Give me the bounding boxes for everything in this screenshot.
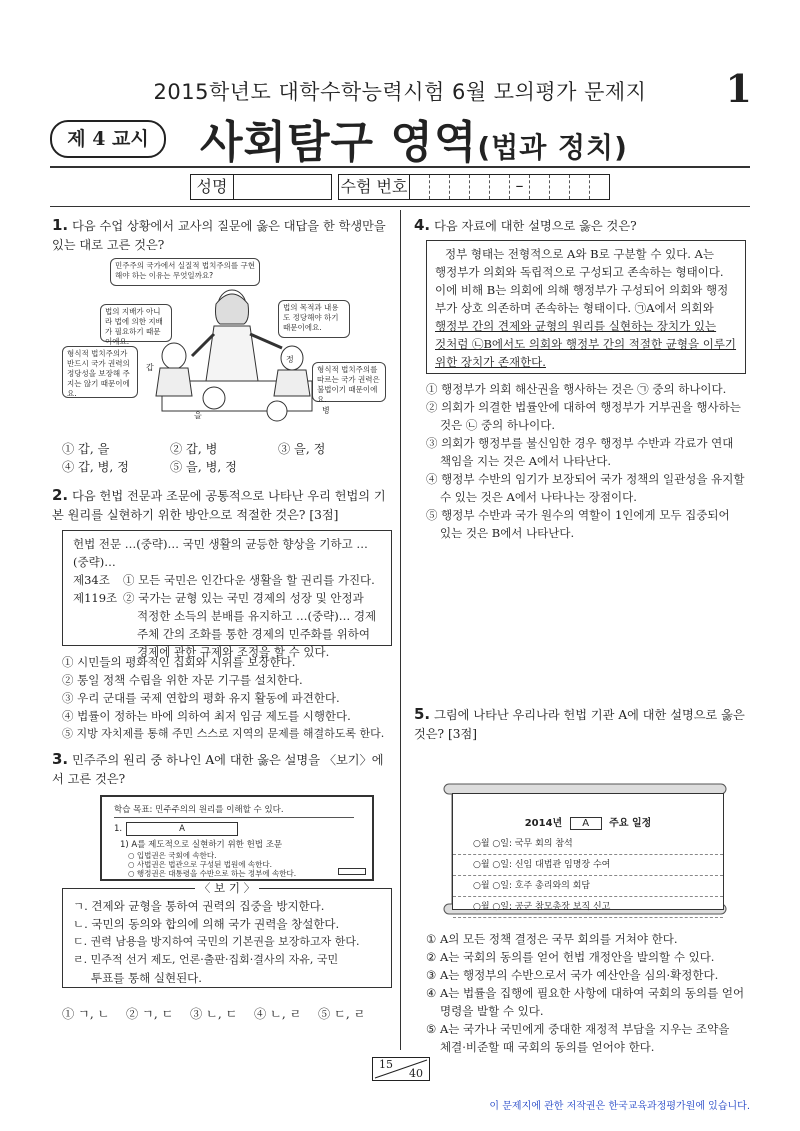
name-field[interactable]	[190, 174, 332, 200]
name-label: 성명	[191, 175, 234, 199]
q4-box-l7: 위한 장치가 존재한다.	[435, 355, 546, 369]
page-fraction	[372, 1057, 430, 1081]
bogi-5: 투표를 통해 실현된다.	[91, 971, 202, 985]
q5-option-1[interactable]: ① A의 모든 정책 결정은 국무 회의를 거쳐야 한다.	[426, 932, 678, 946]
art34-label: 제34조	[73, 573, 110, 587]
q4-box	[426, 240, 746, 374]
column-divider	[400, 210, 401, 1050]
subject-sub: (법과 정치)	[477, 131, 628, 164]
q5-option-4[interactable]: ④ A는 법률을 집행에 필요한 사항에 대하여 국회의 동의를 얻어	[426, 986, 745, 1000]
exam-number-field[interactable]	[338, 174, 610, 200]
q5-option-2[interactable]: ② A는 국회의 동의를 얻어 헌법 개정안을 발의할 수 있다.	[426, 950, 715, 964]
byeong-bubble: 법의 목적과 내용도 정당해야 하기 때문이에요.	[278, 300, 350, 338]
q2-art119	[73, 589, 381, 607]
exam-digit[interactable]	[550, 175, 570, 199]
q4-stem	[414, 216, 750, 236]
sched-header	[453, 814, 723, 830]
q4-box-l6: 것처럼 ㉡B에서도 의회와 행정부 간의 적절한 균형을 이루기	[435, 337, 737, 351]
q5-schedule	[452, 793, 724, 910]
bogi-title-wrap	[63, 879, 391, 897]
q2-options	[62, 653, 392, 743]
q1-text: 다음 수업 상황에서 교사의 질문에 옳은 대답을 한 학생만을 있는 대로 고른 것은?	[52, 219, 386, 252]
q4-option-2[interactable]: ② 의회가 의결한 법률안에 대하여 행정부가 거부권을 행사하는	[426, 400, 741, 414]
q3-text: 민주주의 원리 중 하나인 A에 대한 옳은 설명을 〈보기〉에서 고른 것은?	[52, 753, 384, 786]
board-b2: ○ 사법권은 법관으로 구성된 법원에 속한다.	[128, 860, 273, 869]
q4-option-5b: 있는 것은 B에서 나타난다.	[440, 526, 575, 540]
exam-digit[interactable]	[530, 175, 550, 199]
label-gap: 갑	[146, 363, 154, 372]
sched-year: 2014년	[524, 818, 563, 829]
q3-options	[62, 1005, 365, 1024]
q2-box	[62, 530, 392, 659]
q3-option-3[interactable]: ③ ㄴ, ㄷ	[190, 1007, 238, 1021]
q4-option-4[interactable]: ④ 행정부 수반의 임기가 보장되어 국가 정책의 일관성을 유지할	[426, 472, 745, 486]
q4-option-2b: 것은 ㉡ 중의 하나이다.	[440, 418, 555, 432]
q4-options	[426, 380, 746, 542]
exam-digit[interactable]	[410, 175, 430, 199]
label-jeong: 정	[286, 355, 294, 364]
q5-stem	[414, 705, 750, 744]
chalk-tray	[338, 868, 366, 875]
art119-l1: ② 국가는 균형 있는 국민 경제의 성장 및 안정과	[123, 591, 364, 605]
classroom-drawing	[152, 286, 322, 431]
exam-number-dash: –	[510, 175, 530, 199]
label-eul: 을	[194, 411, 202, 420]
teacher-bubble: 민주주의 국가에서 실질적 법치주의를 구현해야 하는 이유는 무엇일까요?	[110, 258, 260, 286]
q5-options	[426, 930, 746, 1056]
q5-number: 5.	[414, 705, 431, 723]
art34-text: ① 모든 국민은 인간다운 생활을 할 권리를 가진다.	[123, 573, 375, 587]
bogi-4: ㄹ. 민주적 선거 제도, 언론·출판·집회·결사의 자유, 국민	[73, 953, 339, 966]
board-goal: 학습 목표: 민주주의의 원리를 이해할 수 있다.	[114, 805, 284, 815]
q2-option-5[interactable]: ⑤ 지방 자치제를 통해 주민 스스로 지역의 문제를 해결하도록 한다.	[62, 727, 385, 740]
exam-digit[interactable]	[430, 175, 450, 199]
board-rule	[114, 817, 354, 818]
copyright-notice: 이 문제지에 관한 저작권은 한국교육과정평가원에 있습니다.	[489, 1101, 750, 1112]
header-rule	[50, 166, 750, 168]
q4-option-5[interactable]: ⑤ 행정부 수반과 국가 원수의 역할이 1인에게 모두 집중되어	[426, 508, 730, 522]
sched-a-box: A	[570, 817, 602, 830]
bogi-3: ㄷ. 권력 남용을 방지하여 국민의 기본권을 보장하고자 한다.	[73, 935, 360, 948]
q4-box-l5: 행정부 간의 견제와 균형의 원리를 실현하는 장치가 있는	[435, 319, 717, 333]
q1-option-1[interactable]: ① 갑, 을	[62, 442, 110, 456]
q3-option-1[interactable]: ① ㄱ, ㄴ	[62, 1007, 110, 1021]
sched-row-1: ○월 ○일: 국무 회의 참석	[453, 834, 723, 855]
exam-digit[interactable]	[490, 175, 510, 199]
q5-text: 그림에 나타난 우리나라 헌법 기관 A에 대한 설명으로 옳은 것은? [3점]	[414, 708, 745, 741]
page-number: 1	[725, 66, 752, 111]
q4-box-l3: 이에 비해 B는 의회에 의해 행정부가 구성되어 의회와 행정	[435, 283, 729, 297]
board-sub: 1) A를 제도적으로 실현하기 위한 헌법 조문	[120, 840, 283, 850]
id-rule	[50, 206, 750, 207]
q2-number: 2.	[52, 486, 69, 504]
subject-main: 사회탐구 영역	[200, 117, 478, 168]
q5-option-5b: 체결·비준할 때 국회의 동의를 얻어야 한다.	[440, 1040, 655, 1054]
q2-preamble: 헌법 전문 …(중략)… 국민 생활의 균등한 향상을 기하고 …(중략)…	[73, 537, 368, 569]
q5-option-3[interactable]: ③ A는 행정부의 수반으로서 국가 예산안을 심의·확정한다.	[426, 968, 719, 982]
sched-row-4: ○월 ○일: 공군 참모총장 보직 신고	[453, 897, 723, 918]
q1-options-row2	[62, 458, 237, 477]
q3-bogi-box	[62, 881, 392, 988]
subject-title	[200, 106, 628, 170]
board-item: 1.	[114, 824, 123, 834]
art119-label: 제119조	[73, 591, 118, 605]
q4-option-3[interactable]: ③ 의회가 행정부를 불신임한 경우 행정부 수반과 각료가 연대	[426, 436, 734, 450]
q2-art34	[73, 571, 381, 589]
q2-option-3[interactable]: ③ 우리 군대를 국제 연합의 평화 유지 활동에 파견한다.	[62, 691, 340, 705]
q2-text: 다음 헌법 전문과 조문에 공통적으로 나타난 우리 헌법의 기본 원리를 실현하기 위한 방안으로 적절한 것은? [3점]	[52, 489, 386, 522]
jeong-bubble: 형식적 법치주의를 따르는 국가 권력은 불법이기 때문이에요.	[312, 362, 386, 402]
exam-title: 2015학년도 대학수학능력시험 6월 모의평가 문제지	[153, 80, 647, 104]
sched-row-3: ○월 ○일: 호주 총리와의 회담	[453, 876, 723, 897]
period-badge: 제 4 교시	[50, 120, 166, 158]
page-current: 15	[379, 1058, 393, 1071]
q3-stem	[52, 750, 392, 789]
q3-option-4[interactable]: ④ ㄴ, ㄹ	[254, 1007, 302, 1021]
q3-board	[100, 795, 374, 881]
board-b3: ○ 행정권은 대통령을 수반으로 하는 정부에 속한다.	[128, 869, 297, 878]
bogi-2: ㄴ. 국민의 동의와 합의에 의해 국가 권력을 창설한다.	[73, 917, 340, 931]
q2-option-1[interactable]: ① 시민들의 평화적인 집회와 시위를 보장한다.	[62, 655, 296, 669]
exam-digit[interactable]	[470, 175, 490, 199]
page-total: 40	[409, 1067, 423, 1080]
q2-option-4[interactable]: ④ 법률이 정하는 바에 의하여 최저 임금 제도를 시행한다.	[62, 709, 351, 723]
q4-option-3b: 책임을 지는 것은 A에서 나타난다.	[440, 454, 611, 468]
q4-option-1[interactable]: ① 행정부가 의회 해산권을 행사하는 것은 ㉠ 중의 하나이다.	[426, 382, 727, 396]
exam-digit[interactable]	[590, 175, 609, 199]
q1-option-3[interactable]: ③ 을, 정	[278, 442, 326, 456]
art119-l4: 경제에 관한 규제와 조정을 할 수 있다.	[137, 645, 330, 659]
eul-bubble: 법의 지배가 아니라 법에 의한 지배가 필요하기 때문이에요.	[100, 304, 172, 342]
q1-option-4[interactable]: ④ 갑, 병, 정	[62, 460, 129, 474]
q4-text: 다음 자료에 대한 설명으로 옳은 것은?	[434, 219, 637, 233]
q1-number: 1.	[52, 216, 69, 234]
exam-digit[interactable]	[570, 175, 590, 199]
exam-number-label: 수험 번호	[339, 175, 410, 199]
label-byeong: 병	[322, 406, 330, 415]
q4-box-l4: 부가 상호 의존하며 존속하는 형태이다. ㉠A에서 의회와	[435, 301, 714, 315]
board-a-box: A	[126, 822, 238, 836]
q1-option-5[interactable]: ⑤ 을, 병, 정	[170, 460, 237, 474]
q3-option-5[interactable]: ⑤ ㄷ, ㄹ	[318, 1007, 366, 1021]
sched-title: 주요 일정	[609, 818, 652, 829]
q5-option-4b: 명령을 발할 수 있다.	[440, 1004, 544, 1018]
q1-options-row1	[62, 440, 325, 459]
q2-stem	[52, 486, 392, 525]
art119-l3: 주체 간의 조화를 통한 경제의 민주화를 위하여	[137, 627, 371, 641]
q1-stem	[52, 216, 392, 255]
bogi-1: ㄱ. 견제와 균형을 통하여 권력의 집중을 방지한다.	[73, 899, 325, 913]
q2-option-2[interactable]: ② 통일 정책 수립을 위한 자문 기구를 설치한다.	[62, 673, 303, 687]
sched-list	[453, 834, 723, 918]
q1-option-2[interactable]: ② 갑, 병	[170, 442, 218, 456]
q3-number: 3.	[52, 750, 69, 768]
q4-option-4b: 수 있는 것은 A에서 나타나는 장점이다.	[440, 490, 637, 504]
bogi-title: 〈 보 기 〉	[195, 881, 259, 895]
q1-illustration	[62, 258, 392, 433]
name-input[interactable]	[234, 175, 331, 199]
q3-option-2[interactable]: ② ㄱ, ㄷ	[126, 1007, 174, 1021]
art119-l2: 적정한 소득의 분배를 유지하고 …(중략)… 경제	[137, 609, 377, 623]
board-b1: ○ 입법권은 국회에 속한다.	[128, 851, 217, 860]
exam-digit[interactable]	[450, 175, 470, 199]
sched-row-2: ○월 ○일: 신임 대법관 임명장 수여	[453, 855, 723, 876]
gap-bubble: 형식적 법치주의가 반드시 국가 권력의 정당성을 보장해 주지는 않기 때문이에요.	[62, 346, 138, 398]
q4-number: 4.	[414, 216, 431, 234]
q5-option-5[interactable]: ⑤ A는 국가나 국민에게 중대한 재정적 부담을 지우는 조약을	[426, 1022, 730, 1036]
q4-box-l1: 정부 형태는 전형적으로 A와 B로 구분할 수 있다. A는	[445, 247, 715, 261]
q4-box-l2: 행정부가 의회와 독립적으로 구성되고 존속하는 형태이다.	[435, 265, 724, 279]
